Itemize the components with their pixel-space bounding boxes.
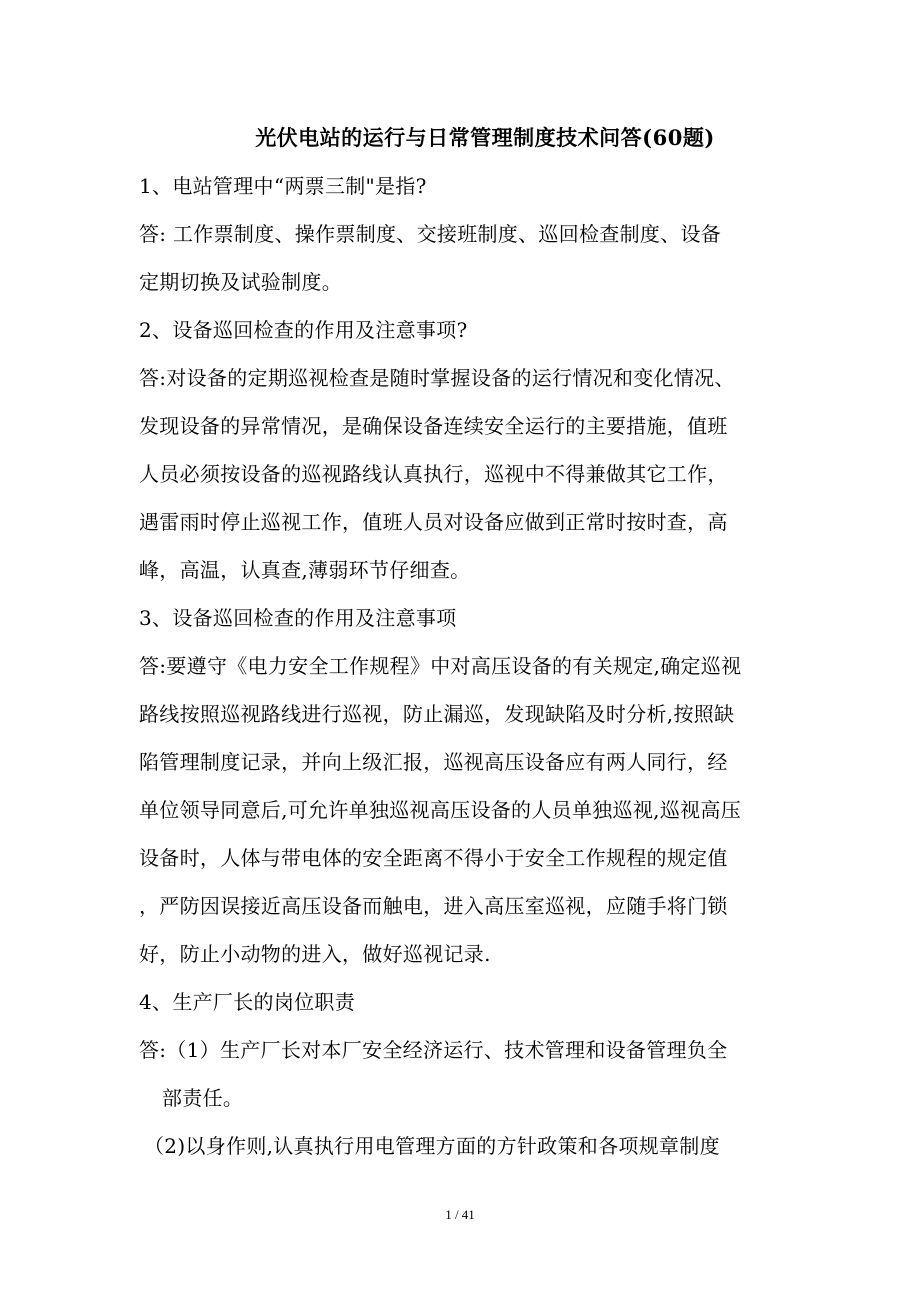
- answer-3-line-6: ，严防因误接近高压设备而触电，进入高压室巡视，应随手将门锁: [139, 894, 728, 918]
- answer-3-line-3: 陷管理制度记录，并向上级汇报，巡视高压设备应有两人同行，经: [139, 750, 728, 774]
- answer-2-line-3: 人员必须按设备的巡视路线认真执行，巡视中不得兼做其它工作，: [139, 462, 728, 486]
- document-title: 光伏电站的运行与日常管理制度技术问答(60题): [255, 125, 715, 150]
- answer-1-line-2: 定期切换及试验制度。: [139, 270, 342, 294]
- answer-3-line-1: 答:要遵守《电力安全工作规程》中对高压设备的有关规定,确定巡视: [139, 654, 742, 678]
- answer-4-line-2: 部责任。: [162, 1086, 244, 1110]
- answer-3-line-2: 路线按照巡视路线进行巡视，防止漏巡，发现缺陷及时分析,按照缺: [139, 702, 735, 726]
- question-3: 3、设备巡回检查的作用及注意事项: [139, 606, 457, 630]
- question-2: 2、设备巡回检查的作用及注意事项?: [139, 318, 468, 342]
- page-number: 1 / 41: [445, 1207, 475, 1222]
- question-4: 4、生产厂长的岗位职责: [139, 990, 356, 1014]
- answer-1-line-1: 答: 工作票制度、操作票制度、交接班制度、巡回检查制度、设备: [139, 222, 722, 246]
- answer-2-line-4: 遇雷雨时停止巡视工作，值班人员对设备应做到正常时按时查，高: [139, 510, 728, 534]
- answer-3-line-5: 设备时，人体与带电体的安全距离不得小于安全工作规程的规定值: [139, 846, 728, 870]
- question-1: 1、电站管理中“两票三制"是指?: [139, 174, 427, 198]
- answer-3-line-7: 好，防止小动物的进入，做好巡视记录.: [139, 942, 491, 966]
- answer-2-line-2: 发现设备的异常情况，是确保设备连续安全运行的主要措施，值班: [139, 414, 728, 438]
- answer-4-line-3: （2)以身作则,认真执行用电管理方面的方针政策和各项规章制度: [144, 1134, 720, 1158]
- answer-4-line-1: 答:（1）生产厂长对本厂安全经济运行、技术管理和设备管理负全: [139, 1038, 728, 1062]
- answer-2-line-1: 答:对设备的定期巡视检查是随时掌握设备的运行情况和变化情况、: [139, 366, 735, 390]
- answer-3-line-4: 单位领导同意后,可允许单独巡视高压设备的人员单独巡视,巡视高压: [139, 798, 742, 822]
- answer-2-line-5: 峰，高温，认真查,薄弱环节仔细查。: [139, 558, 471, 582]
